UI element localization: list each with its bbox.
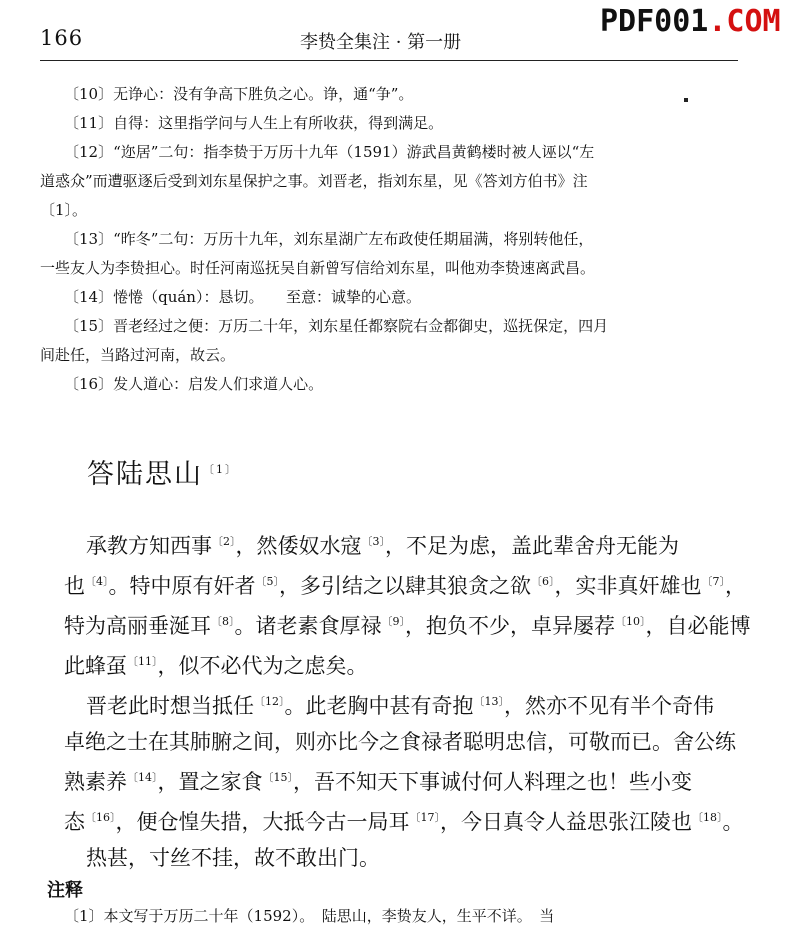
body-line xyxy=(64,644,744,684)
body-text: 此蜂虿 xyxy=(64,654,127,678)
note-line: 〔15〕晋老经过之便：万历二十年，刘东星任都察院右佥都御史，巡抚保定，四月 xyxy=(64,317,609,335)
note-line: 〔14〕惓惓（quán）：恳切。 至意：诚挚的心意。 xyxy=(64,288,421,306)
footnote-ref: 〔13〕 xyxy=(473,695,504,708)
note-continuation-line: 〔1〕。 xyxy=(40,201,88,219)
body-text: 卓绝之士在其肺腑之间，则亦比今之食禄者聪明忠信，可敬而已。舍公练 xyxy=(64,730,736,754)
footnote-ref: 〔11〕 xyxy=(127,655,158,668)
note-line: 〔13〕“昨冬”二句：万历十九年，刘东星湖广左布政使任期届满，将别转他任， xyxy=(64,230,594,248)
footnote-ref: 〔5〕 xyxy=(255,575,279,588)
footnote-ref: 〔4〕 xyxy=(85,575,109,588)
body-text: ，似不必代为之虑矣。 xyxy=(157,654,368,678)
footnote-ref: 〔9〕 xyxy=(381,615,405,628)
notes-heading: 注释 xyxy=(47,880,83,901)
body-line xyxy=(86,684,744,724)
body-text: ，吾不知天下事诚付何人料理之也！些小变 xyxy=(293,770,692,794)
footnote-ref: 〔17〕 xyxy=(409,811,440,824)
bottom-note: 〔1〕本文写于万历二十年（1592）。 陆思山，李贽友人，生平不详。 当 xyxy=(64,907,555,925)
section-title-text: 答陆思山 xyxy=(87,459,203,490)
note-continuation-line: 道惑众”而遭驱逐后受到刘东星保护之事。刘晋老，指刘东星，见《答刘方伯书》注 xyxy=(40,172,588,190)
body-line xyxy=(64,800,744,840)
footnote-ref: 〔6〕 xyxy=(531,575,555,588)
note-line: 〔16〕发人道心：启发人们求道人心。 xyxy=(64,375,324,393)
watermark-text-a: PDF001 xyxy=(600,4,709,39)
body-line xyxy=(86,524,744,564)
watermark-logo xyxy=(600,4,781,39)
letter-body xyxy=(64,524,751,876)
body-line xyxy=(64,564,744,604)
footnote-ref: 〔3〕 xyxy=(361,535,385,548)
body-text: ，然倭奴水寇 xyxy=(235,534,362,558)
note-continuation-line: 一些友人为李贽担心。时任河南巡抚吴自新曾写信给刘东星，叫他劝李贽速离武昌。 xyxy=(40,259,596,277)
body-text: ，便仓惶失措，大抵今古一局耳 xyxy=(115,810,410,834)
running-title: 李贽全集注 · 第一册 xyxy=(300,32,462,53)
note-continuation-line: 间赴任，当路过河南，故云。 xyxy=(40,346,236,364)
body-text: ，今日真令人益思张江陵也 xyxy=(440,810,692,834)
footnote-ref: 〔7〕 xyxy=(701,575,725,588)
body-text: 热甚，寸丝不挂，故不敢出门。 xyxy=(86,846,380,870)
section-title xyxy=(87,452,238,491)
body-text: 。特中原有奸者 xyxy=(108,574,256,598)
body-text: 。 xyxy=(722,810,744,834)
footnote-ref: 〔12〕 xyxy=(254,695,285,708)
body-line xyxy=(64,604,751,644)
footnote-ref: 〔2〕 xyxy=(212,535,236,548)
top-notes xyxy=(40,80,740,399)
body-text: ，置之家食 xyxy=(157,770,263,794)
footnote-ref: 〔8〕 xyxy=(211,615,235,628)
body-text: 特为高丽垂涎耳 xyxy=(64,614,211,638)
watermark-text-b: .COM xyxy=(708,4,781,39)
page-number: 166 xyxy=(40,26,84,50)
header-rule xyxy=(40,60,738,61)
note-line: 〔11〕自得：这里指学问与人生上有所收获，得到满足。 xyxy=(64,114,444,132)
footnote-ref: 〔16〕 xyxy=(85,811,116,824)
page-header xyxy=(0,0,789,62)
body-text: ，自必能博 xyxy=(645,614,751,638)
body-text: ，抱负不少，卓异屡荐 xyxy=(405,614,615,638)
body-text: ，多引结之以肆其狼贪之欲 xyxy=(279,574,531,598)
note-line: 〔10〕无诤心：没有争高下胜负之心。诤，通“争”。 xyxy=(64,85,414,103)
body-line xyxy=(64,760,744,800)
body-text: 也 xyxy=(64,574,85,598)
body-text: 熟素养 xyxy=(64,770,127,794)
body-text: ，不足为虑，盖此辈舍舟无能为 xyxy=(385,534,679,558)
body-line xyxy=(86,840,744,876)
footnote-ref: 〔14〕 xyxy=(127,771,158,784)
body-text: ，实非真奸雄也 xyxy=(554,574,702,598)
body-text: 晋老此时想当抵任 xyxy=(86,694,254,718)
footnote-ref: 〔18〕 xyxy=(692,811,723,824)
section-title-note: 〔1〕 xyxy=(203,463,238,476)
body-text: 态 xyxy=(64,810,85,834)
note-line: 〔12〕“迩居”二句：指李贽于万历十九年（1591）游武昌黄鹤楼时被人诬以“左 xyxy=(64,143,595,161)
body-line xyxy=(64,724,744,760)
body-text: 。此老胸中甚有奇抱 xyxy=(284,694,474,718)
body-text: 承教方知西事 xyxy=(86,534,212,558)
footnote-ref: 〔10〕 xyxy=(615,615,646,628)
body-text: ，然亦不见有半个奇伟 xyxy=(504,694,714,718)
body-text: ， xyxy=(725,574,746,598)
body-text: 。诸老素食厚禄 xyxy=(234,614,382,638)
footnote-ref: 〔15〕 xyxy=(262,771,293,784)
